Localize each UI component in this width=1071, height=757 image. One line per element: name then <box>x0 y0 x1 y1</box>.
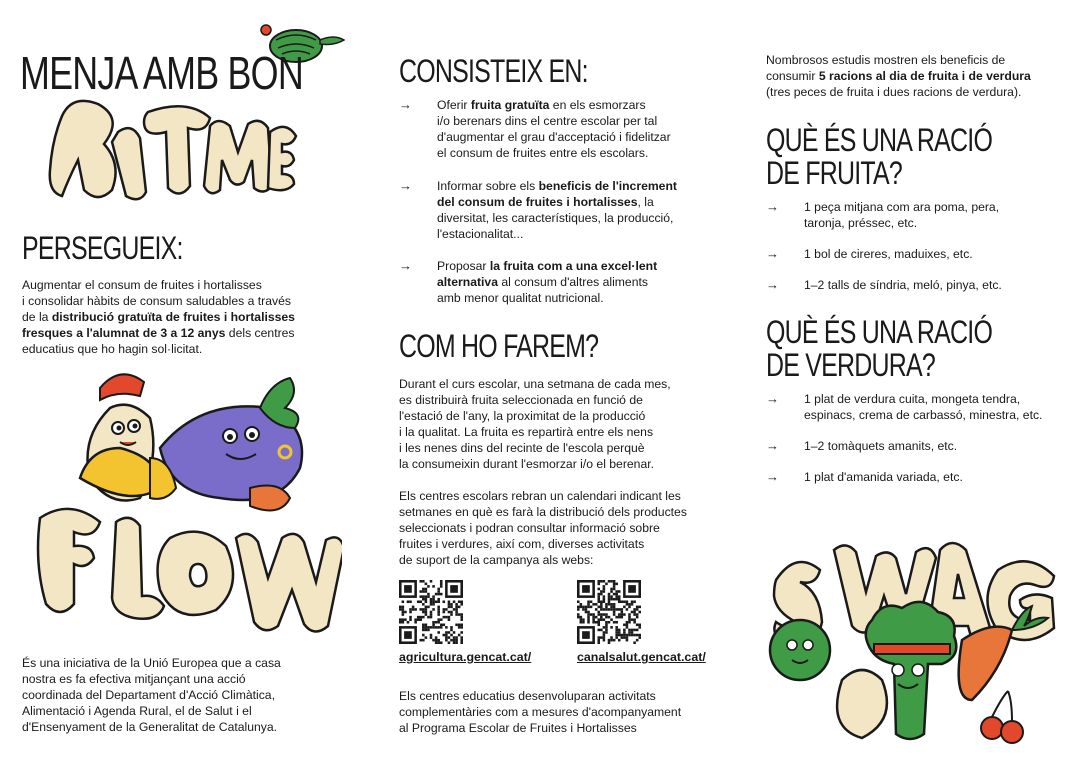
qr-code-canalsalut[interactable] <box>577 580 641 644</box>
fruita-heading-line2: DE FRUITA? <box>766 155 902 191</box>
text-line: Durant el curs escolar, una setmana de cada mes, <box>399 377 671 391</box>
text-line <box>437 178 677 194</box>
text-line <box>437 145 671 161</box>
text-span: d'augmentar el grau d'acceptació i fidelitzar <box>437 130 671 144</box>
arrow-icon: → <box>766 438 779 453</box>
text-line: i les nenes dins del recinte de l'escola perquè <box>399 441 645 455</box>
text-line <box>437 194 677 210</box>
consisteix-item-text <box>437 178 677 242</box>
consisteix-item-text <box>437 97 671 161</box>
text-line <box>22 277 342 293</box>
text-line <box>437 258 657 274</box>
swag-veggies-illustration <box>762 520 1062 750</box>
arrow-icon: → <box>766 469 779 484</box>
text-line: taronja, préssec, etc. <box>804 216 918 230</box>
com-ho-farem-paragraph-2 <box>399 488 709 568</box>
text-span: Proposar <box>437 259 490 273</box>
consisteix-item <box>399 97 671 161</box>
text-line: complementàries com a mesures d'acompanyament <box>399 705 682 719</box>
text-span: Augmentar el consum de fruites i hortalisses <box>22 278 262 292</box>
arrow-icon: → <box>399 178 412 193</box>
text-line <box>437 226 677 242</box>
consisteix-item-text <box>437 258 657 306</box>
activitats-footer <box>399 688 709 736</box>
flow-bubble-art <box>20 488 342 638</box>
arrow-icon: → <box>399 97 412 112</box>
text-line: nostra es fa efectiva mitjançant una acció <box>22 672 246 686</box>
racio-item-text <box>804 438 957 454</box>
text-line: coordinada del Departament d'Acció Climàtica, <box>22 688 275 702</box>
text-line: al Programa Escolar de Fruites i Hortalisses <box>399 721 637 735</box>
text-line: i la qualitat. La fruita es repartirà entre els nens <box>399 425 654 439</box>
persegueix-paragraph <box>22 277 342 357</box>
racio-item-text <box>804 391 1042 423</box>
text-span: Informar sobre els <box>437 179 539 193</box>
text-line <box>437 274 657 290</box>
text-line <box>766 52 1066 68</box>
consisteix-item <box>399 178 677 242</box>
racions-intro <box>766 52 1066 100</box>
text-line: 1 plat d'amanida variada, etc. <box>804 470 963 484</box>
text-line: És una iniciativa de la Unió Europea que a casa <box>22 656 281 670</box>
text-span: i consolidar hàbits de consum saludables a través <box>22 294 291 308</box>
racio-item-text <box>804 246 973 262</box>
text-line <box>22 325 342 341</box>
main-title: MENJA AMB BON <box>20 47 303 99</box>
panel-right <box>714 0 1071 757</box>
racio-item <box>766 438 957 454</box>
text-line <box>22 293 342 309</box>
text-line <box>437 290 657 306</box>
text-span: educatius que ho hagin sol·licitat. <box>22 342 203 356</box>
text-line: 1–2 tomàquets amanits, etc. <box>804 439 958 453</box>
text-line: 1–2 talls de síndria, meló, pinya, etc. <box>804 278 1002 292</box>
racio-item <box>766 277 1002 293</box>
text-line <box>22 341 342 357</box>
text-span: Oferir <box>437 98 471 112</box>
persegueix-heading: PERSEGUEIX: <box>22 230 183 266</box>
text-line <box>437 210 677 226</box>
text-span: i/o berenars dins el centre escolar per tal <box>437 114 658 128</box>
text-line: la consumeixin durant l'esmorzar i/o el berenar. <box>399 457 655 471</box>
text-line: espinacs, crema de carbassó, minestra, etc. <box>804 408 1043 422</box>
text-line: Els centres escolars rebran un calendari indicant les <box>399 489 681 503</box>
consisteix-heading: CONSISTEIX EN: <box>399 53 588 89</box>
text-line: Alimentació i Agenda Rural, el de Salut i el <box>22 704 252 718</box>
link-agricultura[interactable]: agricultura.gencat.cat/ <box>399 650 532 664</box>
verdura-heading-line2: DE VERDURA? <box>766 347 935 383</box>
bold-text: beneficis de l'increment <box>538 179 677 193</box>
text-span: dels centres <box>225 326 295 340</box>
racio-item <box>766 391 1042 423</box>
panel-left <box>0 0 357 757</box>
text-line <box>437 113 671 129</box>
text-line: de suport de la campanya als webs: <box>399 553 594 567</box>
text-line: es distribuirà fruita seleccionada en funció de <box>399 393 643 407</box>
qr-code-agricultura[interactable] <box>399 580 463 644</box>
arrow-icon: → <box>399 258 412 273</box>
text-span: diversitat, les característiques, la producció, <box>437 211 674 225</box>
text-span: al consum d'altres aliments <box>497 275 648 289</box>
text-line: Els centres educatius desenvoluparan activitats <box>399 689 656 703</box>
arrow-icon: → <box>766 246 779 261</box>
text-span: , la <box>637 195 654 209</box>
arrow-icon: → <box>766 391 779 406</box>
text-line <box>437 97 671 113</box>
racio-item <box>766 199 999 231</box>
text-line: d'Ensenyament de la Generalitat de Catalunya. <box>22 720 278 734</box>
racio-item <box>766 246 973 262</box>
bold-text: la fruita com a una excel·lent <box>489 259 658 273</box>
verdura-heading-line1: QUÈ ÉS UNA RACIÓ <box>766 314 993 350</box>
text-line <box>766 68 1066 84</box>
bold-text: del consum de fruites i hortalisses <box>437 195 638 209</box>
text-line: 1 bol de cireres, maduixes, etc. <box>804 247 973 261</box>
bold-text: fresques a l'alumnat de 3 a 12 anys <box>22 326 226 340</box>
text-span: Nombrosos estudis mostren els beneficis de <box>766 53 1006 67</box>
bold-text: alternativa <box>437 275 498 289</box>
racio-item-text <box>804 469 963 485</box>
text-span: en els esmorzars <box>549 98 646 112</box>
racio-item-text <box>804 199 999 231</box>
text-line: 1 plat de verdura cuita, mongeta tendra, <box>804 392 1021 406</box>
text-span: consumir <box>766 69 819 83</box>
com-ho-farem-heading: COM HO FAREM? <box>399 328 599 364</box>
bold-text: 5 racions al dia de fruita i de verdura <box>818 69 1031 83</box>
text-line: 1 peça mitjana com ara poma, pera, <box>804 200 1000 214</box>
text-span: (tres peces de fruita i dues racions de verdura). <box>766 85 1022 99</box>
text-span: de la <box>22 310 52 324</box>
fruita-heading-line1: QUÈ ÉS UNA RACIÓ <box>766 122 993 158</box>
text-span: el consum de fruites entre els escolars. <box>437 146 649 160</box>
initiative-footer <box>22 655 342 735</box>
panel-middle <box>357 0 714 757</box>
consisteix-item <box>399 258 657 306</box>
bold-text: fruita gratuïta <box>470 98 550 112</box>
arrow-icon: → <box>766 277 779 292</box>
ritme-bubble-art <box>48 92 298 208</box>
text-span: amb menor qualitat nutricional. <box>437 291 604 305</box>
bold-text: distribució gratuïta de fruites i hortalisses <box>51 310 295 324</box>
racio-item-text <box>804 277 1002 293</box>
text-line <box>766 84 1066 100</box>
racio-item <box>766 469 963 485</box>
text-line: setmanes en què es farà la distribució dels productes <box>399 505 687 519</box>
text-span: l'estacionalitat... <box>437 227 524 241</box>
com-ho-farem-paragraph-1 <box>399 376 709 472</box>
link-canalsalut[interactable]: canalsalut.gencat.cat/ <box>577 650 706 664</box>
text-line: l'estació de l'any, la proximitat de la producció <box>399 409 646 423</box>
text-line <box>437 129 671 145</box>
arrow-icon: → <box>766 199 779 214</box>
text-line <box>22 309 342 325</box>
text-line: seleccionats i podran consultar informació sobre <box>399 521 660 535</box>
text-line: fruites i verdures, així com, diverses activitats <box>399 537 645 551</box>
